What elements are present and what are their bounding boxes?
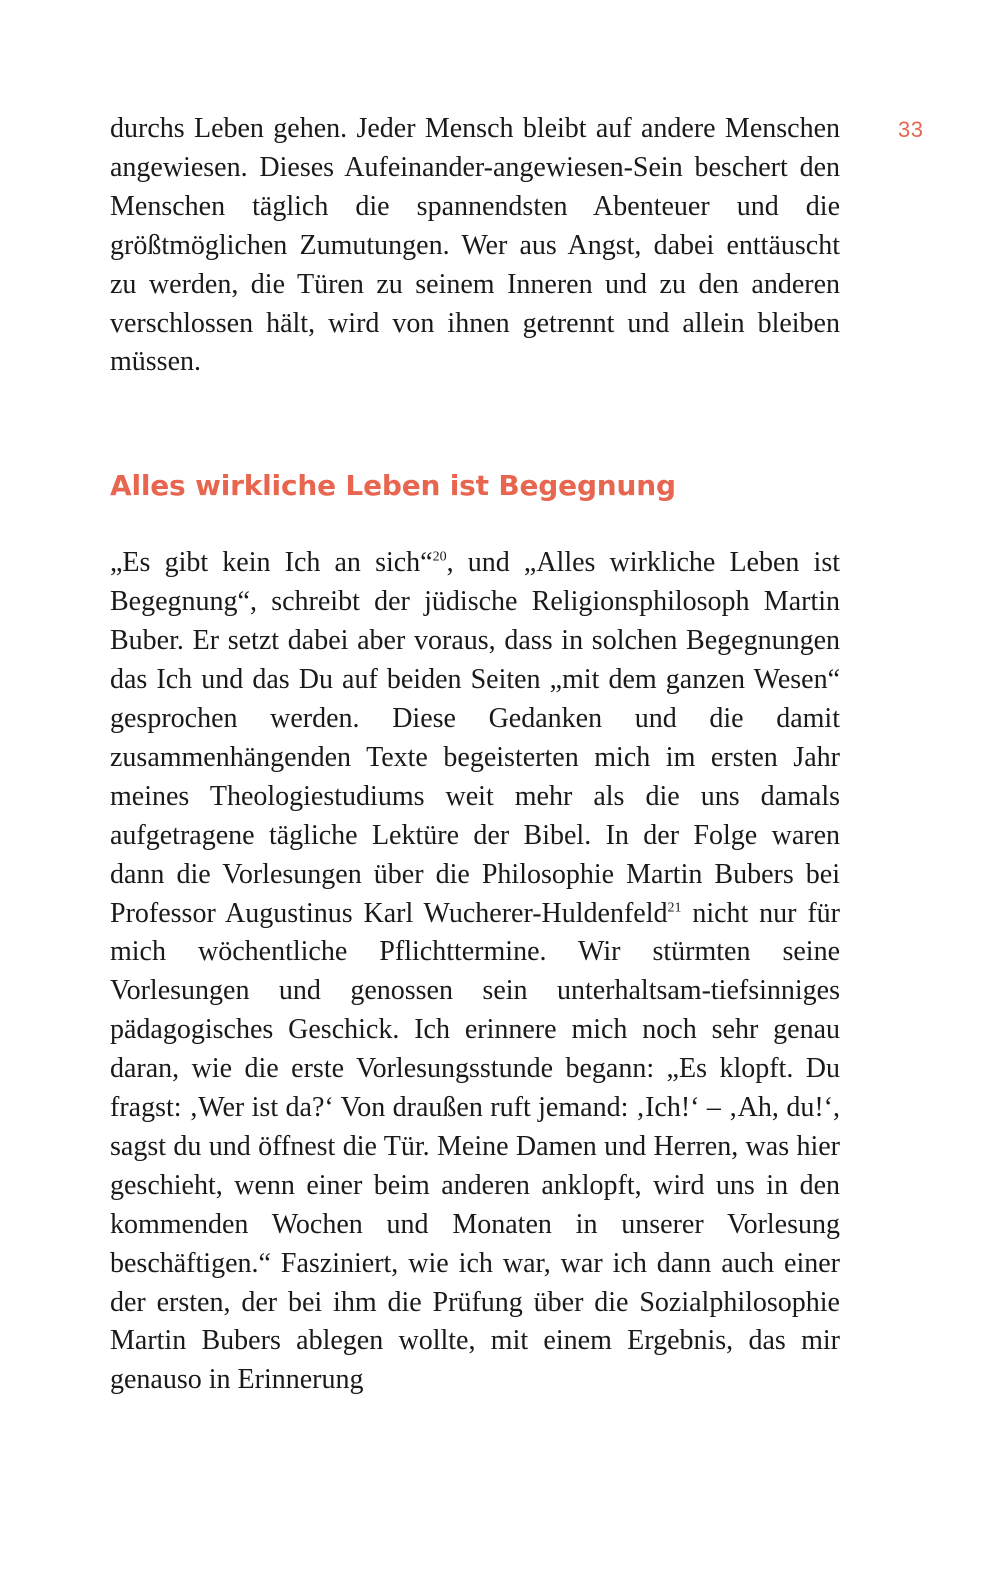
body-text-part1: „Es gibt kein Ich an sich“: [110, 547, 433, 579]
intro-paragraph: durchs Leben gehen. Jeder Mensch bleibt auf andere Menschen angewiesen. Dieses Aufeinander-angewiesen-Sein beschert den Menschen täglich die spannendsten Abenteuer und die größtmöglichen Zumutungen. Wer aus Angst, dabei enttäuscht zu werden, die Türen zu seinem Inneren und zu den anderen verschlossen hält, wird von ihnen getrennt und allein bleiben müssen.: [110, 113, 840, 378]
section-paragraph: [110, 544, 840, 1400]
text-column: [110, 110, 840, 1400]
footnote-marker-20: 20: [432, 550, 447, 566]
body-text-part2: , und „Alles wirkliche Leben ist Begegnung“, schreibt der jüdische Religionsphilosoph Martin Buber. Er setzt dabei aber voraus, dass in solchen Begegnungen das Ich und das Du auf beiden Seiten „mit dem ganzen Wesen“ gesprochen werden. Diese Gedanken und die damit zusammenhängenden Texte begeisterten mich im ersten Jahr meines Theologiestudiums weit mehr als die uns damals aufgetragene tägliche Lektüre der Bibel. In der Folge waren dann die Vorlesungen über die Philosophie Martin Bubers bei Professor Augustinus Karl Wucherer-Huldenfeld: [110, 547, 840, 929]
body-text-part3: nicht nur für mich wöchentliche Pflichttermine. Wir stürmten seine Vorlesungen und genossen sein unterhaltsam-tiefsinniges pädagogisches Geschick. Ich erinnere mich noch sehr genau daran, wie die erste Vorlesungsstunde begann: „Es klopft. Du fragst: ‚Wer ist da?‘ Von draußen ruft jemand: ‚Ich!‘ – ‚Ah, du!‘, sagst du und öffnest die Tür. Meine Damen und Herren, was hier geschieht, wenn einer beim anderen anklopft, wird uns in den kommenden Wochen und Monaten in unserer Vorlesung beschäftigen.“ Fasziniert, wie ich war, war ich dann auch einer der ersten, der bei ihm die Prüfung über die Sozialphilosophie Martin Bubers ablegen wollte, mit einem Ergebnis, das mir genauso in Erinnerung: [110, 897, 840, 1396]
footnote-marker-21: 21: [667, 900, 682, 916]
section-heading: Alles wirkliche Leben ist Begegnung: [110, 469, 676, 503]
page-number: 33: [898, 117, 924, 142]
